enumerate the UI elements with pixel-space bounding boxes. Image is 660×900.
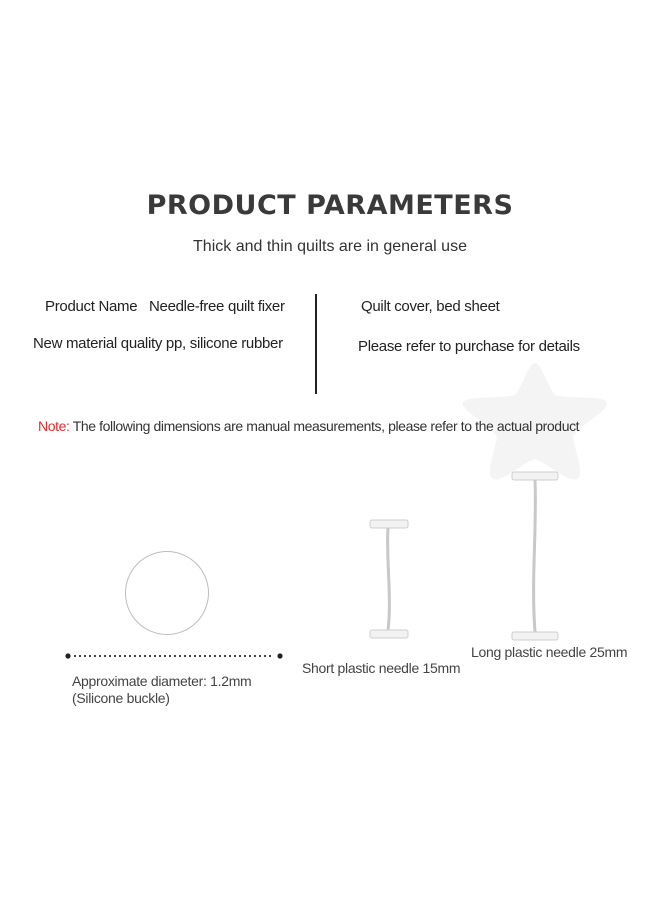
usage-text: Quilt cover, bed sheet (361, 298, 500, 315)
vertical-divider (315, 294, 317, 394)
product-name-value: Needle-free quilt fixer (149, 298, 285, 315)
page-subtitle: Thick and thin quilts are in general use (193, 238, 467, 255)
long-needle-caption: Long plastic needle 25mm (471, 644, 628, 660)
short-needle-caption: Short plastic needle 15mm (302, 660, 461, 676)
short-needle-icon (366, 518, 412, 642)
material-text: New material quality pp, silicone rubber (33, 335, 283, 352)
product-name-label: Product Name (45, 298, 138, 315)
long-needle-icon (509, 469, 561, 643)
diameter-dotted-line (65, 652, 283, 660)
measurement-note (38, 418, 579, 434)
buckle-name-caption: (Silicone buckle) (72, 690, 170, 706)
page-title: PRODUCT PARAMETERS (146, 190, 514, 221)
silicone-buckle-circle (125, 551, 209, 635)
note-text: The following dimensions are manual measurements, please refer to the actual product (69, 418, 580, 434)
buckle-diameter-caption: Approximate diameter: 1.2mm (72, 673, 252, 689)
note-prefix: Note: (38, 418, 70, 434)
purchase-note-text: Please refer to purchase for details (358, 338, 580, 355)
